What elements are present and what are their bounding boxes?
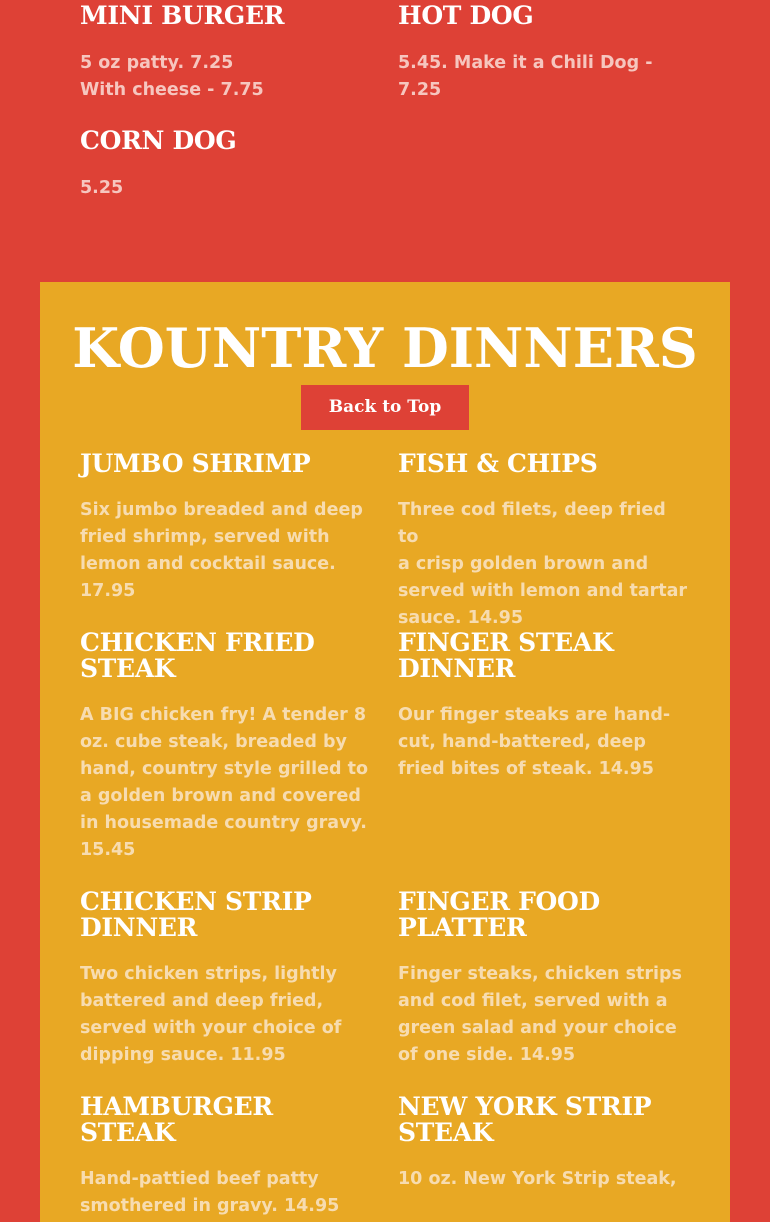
item-title: CORN DOG — [80, 126, 237, 155]
item-desc — [80, 175, 372, 202]
desc-line: 17.95 — [80, 581, 136, 601]
item-desc — [80, 961, 372, 1069]
menu-item-new-york-strip-steak — [398, 1094, 690, 1193]
desc-line: lemon and cocktail sauce. — [80, 554, 336, 574]
menu-item-chicken-strip-dinner — [80, 889, 372, 1069]
item-desc — [398, 50, 690, 104]
item-desc — [398, 702, 690, 783]
menu-item-mini-burger — [80, 3, 372, 104]
desc-line: fried shrimp, served with — [80, 527, 330, 547]
item-desc — [398, 497, 690, 632]
desc-line: Three cod filets, deep fried to — [398, 500, 666, 547]
desc-line: green salad and your choice — [398, 1018, 677, 1038]
item-title: FISH & CHIPS — [398, 449, 598, 478]
menu-item-chicken-fried-steak — [80, 630, 372, 864]
item-title — [398, 889, 690, 941]
title-line: STEAK — [80, 654, 176, 683]
title-line: DINNER — [80, 913, 198, 942]
item-desc — [398, 961, 690, 1069]
item-desc — [80, 50, 372, 104]
desc-line: 7.25 — [398, 80, 442, 100]
desc-line: Hand-pattied beef patty — [80, 1169, 319, 1189]
desc-line: a crisp golden brown and — [398, 554, 649, 574]
desc-line: Six jumbo breaded and deep — [80, 500, 363, 520]
title-line: CHICKEN FRIED — [80, 628, 315, 657]
desc-line: Finger steaks, chicken strips — [398, 964, 682, 984]
item-title: HAMBURGER STEAK — [80, 1092, 273, 1147]
item-title — [398, 1094, 690, 1146]
desc-line: 10 oz. New York Strip steak, — [398, 1169, 677, 1189]
desc-line: 15.45 — [80, 840, 136, 860]
title-line: NEW YORK STRIP — [398, 1092, 652, 1121]
desc-line: A BIG chicken fry! A tender 8 — [80, 705, 367, 725]
title-line: FINGER STEAK — [398, 628, 614, 657]
menu-item-jumbo-shrimp — [80, 451, 372, 605]
desc-line: With cheese - 7.75 — [80, 80, 264, 100]
desc-line: dipping sauce. 11.95 — [80, 1045, 286, 1065]
desc-line: oz. cube steak, breaded by — [80, 732, 347, 752]
desc-line: a golden brown and covered — [80, 786, 361, 806]
item-desc — [398, 1166, 690, 1193]
title-line: CHICKEN STRIP — [80, 887, 312, 916]
desc-line: 5.45. Make it a Chili Dog - — [398, 53, 653, 73]
desc-line: hand, country style grilled to — [80, 759, 368, 779]
desc-line: cut, hand-battered, deep — [398, 732, 646, 752]
desc-line: served with lemon and tartar — [398, 581, 688, 601]
item-title — [80, 630, 372, 682]
menu-item-finger-steak-dinner — [398, 630, 690, 783]
menu-item-hot-dog — [398, 3, 690, 104]
desc-line: Two chicken strips, lightly — [80, 964, 337, 984]
menu-item-fish-chips — [398, 451, 690, 632]
item-desc — [80, 497, 372, 605]
desc-line: of one side. 14.95 — [398, 1045, 576, 1065]
desc-line: served with your choice of — [80, 1018, 342, 1038]
title-line: DINNER — [398, 654, 516, 683]
title-line: FINGER FOOD — [398, 887, 600, 916]
item-desc — [80, 1166, 372, 1220]
menu-item-corn-dog — [80, 128, 372, 202]
desc-line: smothered in gravy. 14.95 — [80, 1196, 340, 1216]
menu-item-finger-food-platter — [398, 889, 690, 1069]
desc-line: 5 oz patty. 7.25 — [80, 53, 234, 73]
title-line: STEAK — [398, 1118, 494, 1147]
section-title: KOUNTRY DINNERS — [72, 316, 698, 380]
desc-line: in housemade country gravy. — [80, 813, 367, 833]
desc-line: battered and deep fried, — [80, 991, 324, 1011]
item-title — [80, 889, 372, 941]
desc-line: Our finger steaks are hand- — [398, 705, 671, 725]
item-desc — [80, 702, 372, 864]
item-title: HOT DOG — [398, 1, 534, 30]
back-to-top-button[interactable]: Back to Top — [301, 385, 469, 430]
menu-item-hamburger-steak — [80, 1094, 372, 1220]
desc-line: fried bites of steak. 14.95 — [398, 759, 654, 779]
desc-line: 5.25 — [80, 178, 124, 198]
title-line: PLATTER — [398, 913, 527, 942]
item-title: JUMBO SHRIMP — [80, 449, 311, 478]
desc-line: and cod filet, served with a — [398, 991, 668, 1011]
item-title — [398, 630, 690, 682]
item-title: MINI BURGER — [80, 1, 285, 30]
desc-line: sauce. 14.95 — [398, 608, 524, 628]
